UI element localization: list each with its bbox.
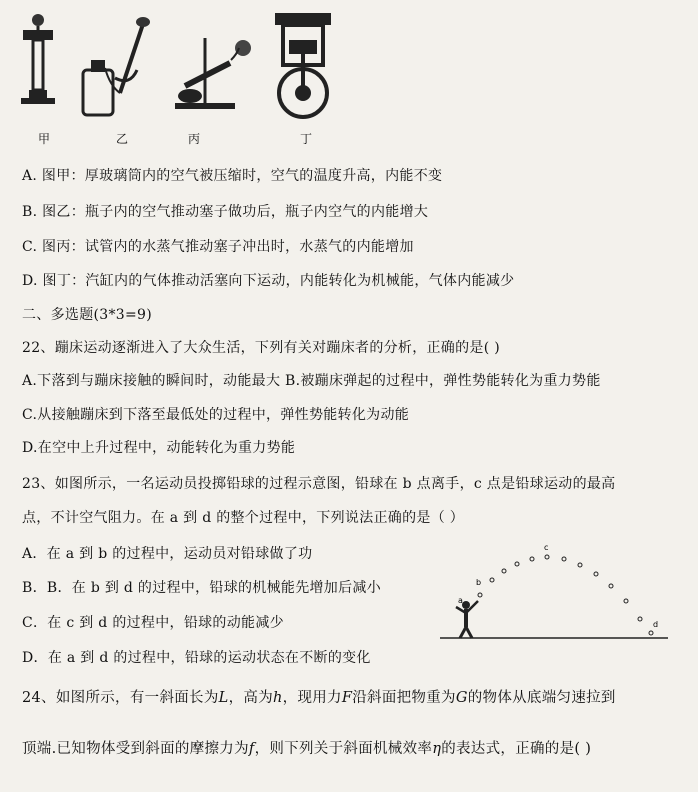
figure-label-ding: 丁 xyxy=(300,132,313,146)
q21-option-c: C. 图丙：试管内的水蒸气推动塞子冲出时，水蒸气的内能增加 xyxy=(22,239,414,255)
point-b-label: b xyxy=(476,578,482,587)
figure-label-yi: 乙 xyxy=(116,132,129,146)
q24-text-1d: 沿斜面把物重为 xyxy=(352,690,456,706)
figure-yi-bottle xyxy=(75,8,165,123)
q24-line1 xyxy=(22,686,616,707)
q24-text-1a: 24、如图所示，有一斜面长为 xyxy=(22,690,219,706)
q24-text-1c: ，现用力 xyxy=(282,690,342,706)
q22-option-c: C.从接触蹦床到下落至最低处的过程中，弹性势能转化为动能 xyxy=(22,407,410,423)
var-F: F xyxy=(341,690,353,706)
q24-text-1e: 的物体从底端匀速拉到 xyxy=(467,690,616,706)
q23-option-c: C．在 c 到 d 的过程中，铅球的动能减少 xyxy=(22,615,284,631)
q24-line2 xyxy=(22,737,591,758)
q23-option-b: B．B．在 b 到 d 的过程中，铅球的机械能先增加后减小 xyxy=(22,580,381,596)
q23-option-a: A．在 a 到 b 的过程中，运动员对铅球做了功 xyxy=(22,546,313,562)
point-d-label: d xyxy=(653,620,659,629)
point-a-label: a xyxy=(458,596,463,605)
q24-text-1b: ，高为 xyxy=(228,690,273,706)
q23-option-d: D．在 a 到 d 的过程中，铅球的运动状态在不断的变化 xyxy=(22,650,371,666)
var-G: G xyxy=(455,690,468,706)
q24-text-2a: 顶端.已知物体受到斜面的摩擦力为 xyxy=(22,741,249,757)
figure-label-bing: 丙 xyxy=(188,132,201,146)
section-title: 二、多选题(3*3=9) xyxy=(22,307,152,323)
q21-option-b: B. 图乙：瓶子内的空气推动塞子做功后，瓶子内空气的内能增大 xyxy=(22,204,429,220)
trajectory-dots xyxy=(478,555,653,635)
point-c-label: c xyxy=(544,543,549,552)
var-f: f xyxy=(248,741,255,757)
var-L: L xyxy=(218,690,229,706)
q22-option-ab: A.下落到与蹦床接触的瞬间时，动能最大 B.被蹦床弹起的过程中，弹性势能转化为重力势能 xyxy=(22,373,601,389)
experiment-figures xyxy=(0,0,698,150)
q23-stem-line1: 23、如图所示，一名运动员投掷铅球的过程示意图，铅球在 b 点离手，c 点是铅球运动的最高 xyxy=(22,476,616,492)
var-eta: η xyxy=(432,741,442,757)
q24-text-2b: ，则下列关于斜面机械效率 xyxy=(254,741,433,757)
q22-stem: 22、蹦床运动逐渐进入了大众生活，下列有关对蹦床者的分析，正确的是( ) xyxy=(22,340,500,356)
figure-label-jia: 甲 xyxy=(38,132,51,146)
q21-option-a: A. 图甲：厚玻璃筒内的空气被压缩时，空气的温度升高，内能不变 xyxy=(22,168,443,184)
figure-jia-glass-cylinder xyxy=(15,8,65,123)
athlete-figure xyxy=(456,601,478,638)
q21-option-d: D. 图丁：汽缸内的气体推动活塞向下运动，内能转化为机械能，气体内能减少 xyxy=(22,273,515,289)
q23-stem-line2: 点，不计空气阻力。在 a 到 d 的整个过程中，下列说法正确的是（ ） xyxy=(22,510,465,526)
figure-ding-engine xyxy=(265,8,345,128)
var-h: h xyxy=(273,690,283,706)
figure-bing-test-tube xyxy=(165,8,260,123)
q22-option-d: D.在空中上升过程中，动能转化为重力势能 xyxy=(22,440,296,456)
q24-text-2c: 的表达式，正确的是( ) xyxy=(441,741,592,757)
shotput-trajectory-figure xyxy=(440,535,670,650)
